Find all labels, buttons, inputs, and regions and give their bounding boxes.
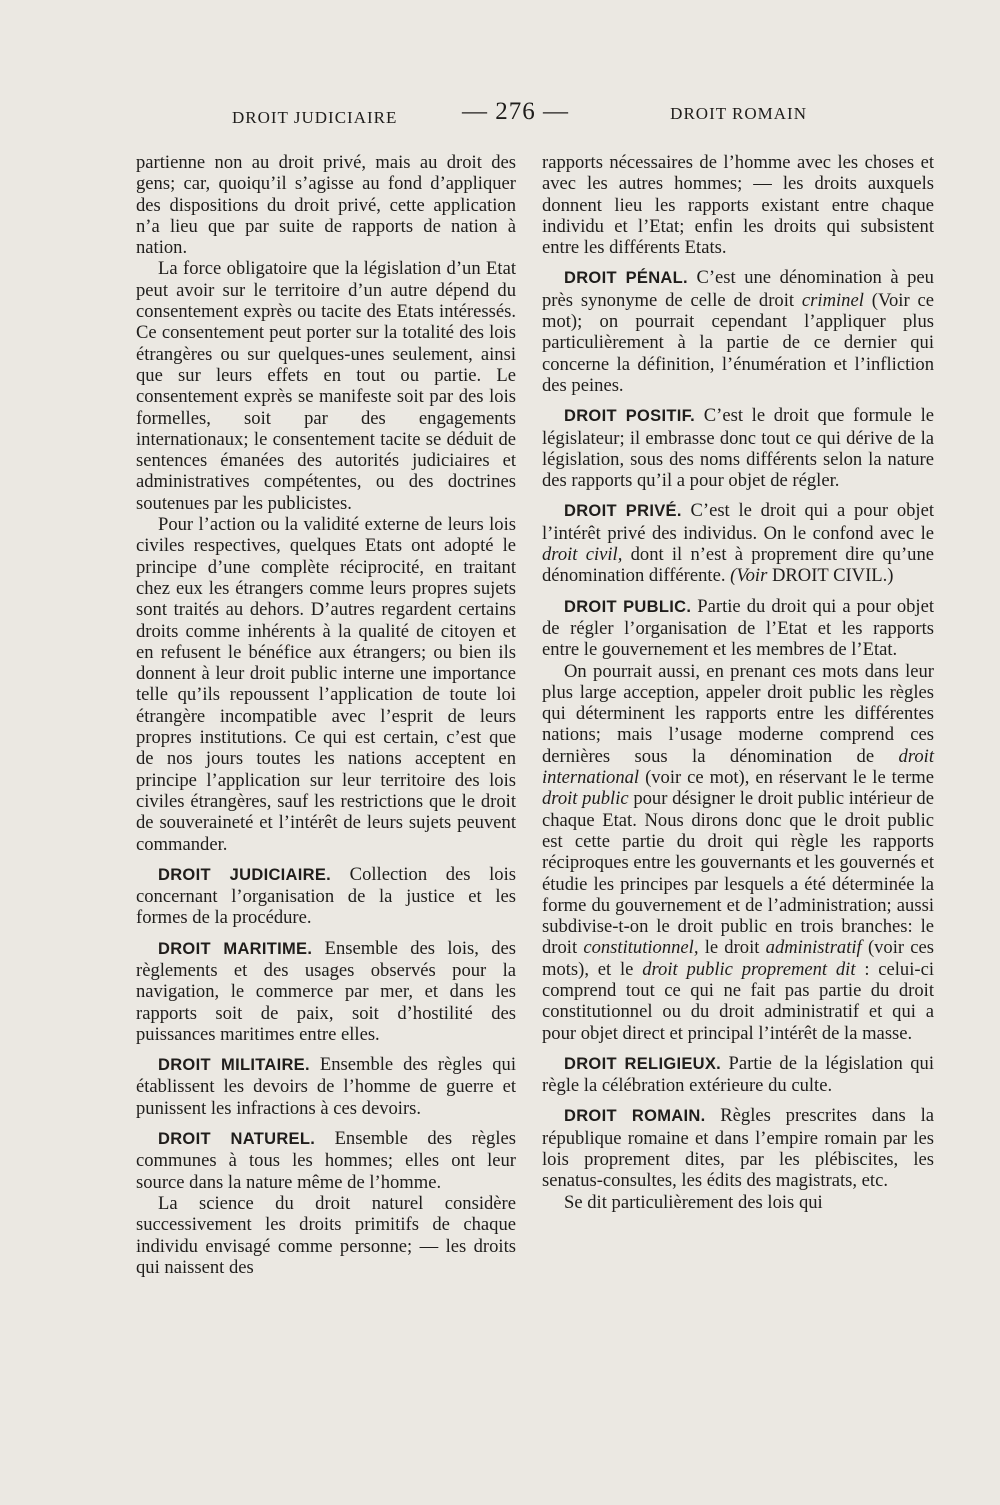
entry-droit-positif — [542, 405, 934, 491]
entry-italic: administratif — [765, 937, 862, 959]
entry-text: C’est le droit que formule le législateur; il embrasse donc tout ce qui dérive de la législation, sous des noms différents selon la nature des rapports qu’il a pour objet de régler. — [542, 405, 934, 492]
entry-text: Partie du droit qui a pour objet de régler l’organisation de l’Etat et les rapports entre le gouvernement et les membres de l’Etat. — [542, 595, 934, 661]
header-right-title: DROIT ROMAIN — [670, 104, 807, 123]
entry-term: DROIT MARITIME. — [158, 939, 313, 958]
entry-italic: constitutionnel, — [583, 937, 699, 959]
running-header — [232, 98, 807, 138]
entry-droit-militaire — [136, 1054, 516, 1119]
cross-ref-target: DROIT CIVIL.) — [771, 565, 894, 587]
page-number: — 276 — — [462, 98, 569, 125]
paragraph: La science du droit naturel considère successivement les droits primitifs de chaque individu envisagé comme personne; — les droits qui naissent des — [136, 1192, 516, 1278]
entry-droit-public — [542, 596, 934, 661]
entry-text: Ensemble des lois, des règlements et des usages observés pour la navigation, le commerce par mer, et dans les rapports soit de paix, soit d’hostilité des puissances maritimes entre elles. — [136, 937, 517, 1045]
entry-italic: droit international — [542, 745, 934, 789]
cross-ref-voir: (Voir — [730, 565, 768, 587]
entry-droit-romain — [542, 1105, 934, 1191]
entry-term: DROIT NATUREL. — [158, 1130, 316, 1149]
entry-text: On pourrait aussi, en prenant ces mots dans leur plus large acception, appeler droit public les règles qui déterminent les rapports entre les différentes nations; mais l’usage moderne comprend ces dernières sous la dénomination de — [542, 660, 934, 767]
entry-text: C’est le droit qui a pour objet l’intérêt privé des individus. On le confond avec le — [542, 500, 934, 544]
entry-term: DROIT ROMAIN. — [564, 1107, 706, 1126]
entry-text: Ensemble des règles communes à tous les hommes; elles ont leur source dans la nature même de l’homme. — [136, 1128, 516, 1193]
entry-text: Collection des lois concernant l’organisation de la justice et les formes de la procédure. — [136, 863, 516, 929]
entry-droit-naturel — [136, 1128, 516, 1193]
entry-text: (voir ce mot), en réservant le le terme — [645, 767, 934, 789]
entry-droit-maritime — [136, 938, 516, 1045]
entry-term: DROIT PÉNAL. — [564, 269, 688, 288]
entry-text: le droit — [704, 937, 760, 959]
entry-text: Règles prescrites dans la république romaine et dans l’empire romain par les lois proprement dites, par les plébiscites, les senatus-consultes, les édits des magistrats, etc. — [542, 1105, 935, 1192]
entry-droit-penal — [542, 267, 934, 396]
entry-text: : celui-ci comprend tout ce qui ne fait pas partie du droit constitutionnel ou du droit administratif et qui a pour objet direct et principal l’intérêt de la masse. — [542, 958, 935, 1044]
entry-text: C’est une dénomination à peu près synonyme de celle de droit — [542, 267, 934, 311]
paragraph: Pour l’action ou la validité externe de leurs lois civiles respectives, quelques Etats ont adopté le principe d’une complète réciprocité, en traitant chez eux les étrangers comme leurs propres sujets sont traités au dehors. D’autres regardent certains droits comme inhérents à la qualité de citoyen et en refusent le bénéfice aux étrangers; ou bien ils donnent à leur droit public interne une importance telle qu’ils repoussent l’application de toute loi étrangère incompatible avec l’esprit de leurs propres institutions. Ce qui est certain, c’est que de nos jours toutes les nations acceptent en principe l’application sur leur territoire des lois civiles étrangères, sauf les restrictions que le droit de souveraineté et l’intérêt de leurs sujets peuvent commander. — [136, 514, 516, 855]
header-left-title: DROIT JUDICIAIRE — [232, 108, 398, 127]
entry-term: DROIT POSITIF. — [564, 407, 696, 426]
entry-italic: criminel — [801, 289, 864, 311]
entry-term: DROIT RELIGIEUX. — [564, 1054, 722, 1073]
entry-italic: droit public proprement dit — [642, 958, 856, 980]
entry-text: Partie de la législation qui règle la célébration extérieure du culte. — [542, 1052, 935, 1097]
entry-droit-religieux — [542, 1053, 934, 1097]
entry-term: DROIT MILITAIRE. — [158, 1056, 310, 1075]
entry-text: dont il n’est à proprement dire qu’une dénomination différente. — [542, 544, 934, 587]
left-column — [136, 152, 516, 1278]
right-column — [542, 152, 934, 1213]
entry-term: DROIT PUBLIC. — [564, 597, 692, 616]
entry-italic: droit civil, — [542, 544, 623, 566]
paragraph: Se dit particulièrement des lois qui — [564, 1191, 823, 1213]
entry-droit-prive — [542, 500, 934, 586]
entry-droit-judiciaire — [136, 864, 516, 929]
entry-italic: droit public — [542, 788, 629, 810]
entry-term: DROIT JUDICIAIRE. — [158, 865, 332, 884]
paragraph — [542, 661, 934, 1044]
paragraph: rapports nécessaires de l’homme avec les choses et avec les autres hommes; — les droits auxquels donnent lieu les rapports existant entre chaque individu et l’Etat; enfin les droits qui subsistent entre les différents Etats. — [542, 152, 934, 259]
entry-text: Ensemble des règles qui établissent les devoirs de l’homme de guerre et punissent les infractions à ces devoirs. — [136, 1054, 516, 1119]
entry-text: (Voir ce mot); on pourrait cependant l’appliquer plus particulièrement à la partie de ce dernier qui concerne la définition, l’énumération et l’infliction des peines. — [542, 289, 935, 396]
paragraph: partienne non au droit privé, mais au droit des gens; car, quoiqu’il s’agisse au fond d’appliquer des dispositions du droit privé, cette application n’a lieu que par suite de rapports de nation à nation. — [136, 152, 516, 259]
entry-text: (voir ces mots), et le — [542, 937, 935, 980]
entry-text: pour désigner le droit public intérieur de chaque Etat. Nous dirons donc que le droit public est cette partie du droit qui règle les rapports réciproques entre les gouvernants et les gouvernés et étudie les principes par lesquels a été déterminée la forme du gouvernement et de l’administration; aussi subdivise-t-on le droit public en trois branches: le droit — [542, 788, 934, 959]
entry-term: DROIT PRIVÉ. — [564, 502, 682, 521]
paragraph: La force obligatoire que la législation d’un Etat peut avoir sur le territoire d’un autre dépend du consentement exprès ou tacite des Etats intéressés. Ce consentement peut porter sur la totalité des lois étrangères ou sur quelques-unes seulement, ainsi que sur leurs effets en tout ou partie. Le consentement exprès se manifeste soit par des lois formelles, soit par des engagements internationaux; le consentement tacite se déduit de sentences émanées des autorités judiciaires et administratives compétentes, ou des doctrines soutenues par les publicistes. — [136, 258, 516, 514]
